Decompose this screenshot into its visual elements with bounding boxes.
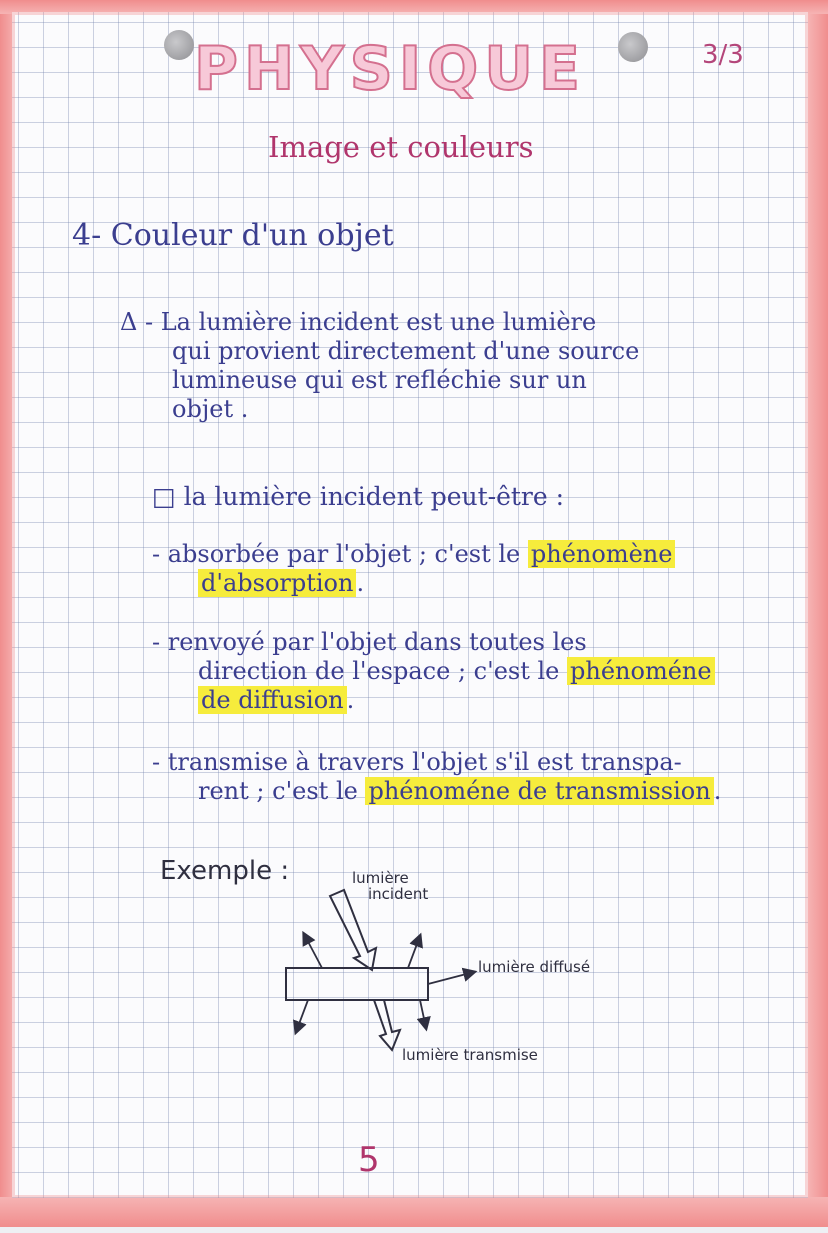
transmitted-label: lumière transmise: [402, 1046, 538, 1064]
diffuse-arrow-down-left: [296, 1000, 308, 1032]
highlight-phenomene: phénoméne: [567, 657, 715, 685]
page-number: 5: [358, 1140, 380, 1180]
diffuse-arrow-down-right: [420, 1000, 426, 1028]
light-diagram: [270, 860, 630, 1080]
item-period: .: [346, 686, 355, 714]
diffuse-label: lumière diffusé: [478, 958, 591, 976]
item-line-1: transmise à travers l'objet s'il est transpa-: [167, 748, 682, 776]
intro-line: [152, 482, 564, 511]
example-label: Exemple :: [160, 856, 290, 886]
item-period: .: [713, 777, 722, 805]
diffuse-arrow-up-right: [408, 936, 420, 968]
highlight-phenomene: phénomène: [528, 540, 676, 568]
punch-hole-right: [618, 32, 648, 62]
page-subtitle: Image et couleurs: [268, 130, 534, 164]
definition-line-4: objet .: [172, 395, 249, 423]
diffuse-arrow-right: [428, 972, 474, 984]
definition-prefix: Δ -: [120, 308, 154, 336]
section-title: 4- Couleur d'un objet: [72, 218, 394, 253]
item-line-2: rent ; c'est le: [198, 777, 358, 805]
definition-line-2: qui provient directement d'une source: [172, 337, 640, 365]
list-item-diffusion: [152, 628, 802, 715]
definition-paragraph: [120, 308, 780, 424]
item-dash: -: [152, 628, 161, 656]
list-item-absorption: [152, 540, 802, 598]
checkbox-bullet-icon: □: [152, 482, 176, 511]
item-text: absorbée par l'objet ; c'est le: [167, 540, 521, 568]
page-border-right: [808, 0, 828, 1233]
diffuse-arrow-up-left: [304, 934, 322, 968]
definition-line-3: lumineuse qui est refléchie sur un: [172, 366, 587, 394]
transmitted-light-arrow: [374, 1000, 400, 1050]
incident-label: lumière incident: [352, 869, 429, 903]
item-dash: -: [152, 748, 161, 776]
list-item-transmission: [152, 748, 802, 806]
highlight-diffusion: de diffusion: [198, 686, 347, 714]
intro-text: la lumière incident peut-être :: [183, 482, 565, 511]
page-border-bottom: [0, 1197, 828, 1233]
item-period: .: [356, 569, 365, 597]
definition-line-1: La lumière incident est une lumière: [160, 308, 597, 336]
item-line-1: renvoyé par l'objet dans toutes les: [167, 628, 587, 656]
highlight-transmission: phénoméne de transmission: [365, 777, 713, 805]
item-line-2: direction de l'espace ; c'est le: [198, 657, 560, 685]
item-dash: -: [152, 540, 161, 568]
object-rectangle: [286, 968, 428, 1000]
page-title: PHYSIQUE: [194, 34, 586, 104]
page-fraction: 3/3: [702, 40, 744, 70]
highlight-absorption: d'absorption: [198, 569, 356, 597]
